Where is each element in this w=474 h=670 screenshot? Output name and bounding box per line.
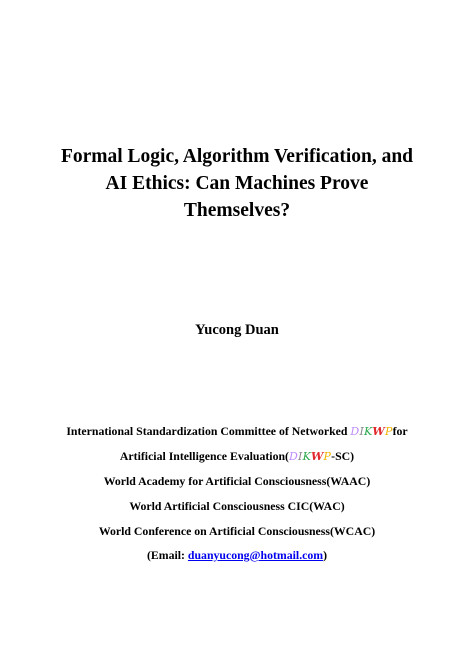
dikwp-letter-k: K	[302, 450, 311, 463]
affiliation-2-text: Artificial Intelligence Evaluation(	[119, 449, 289, 463]
dikwp-letter-k: K	[364, 425, 373, 438]
affiliation-line-1	[0, 424, 474, 439]
title-line-3: Themselves?	[183, 200, 291, 221]
affiliation-1-text: International Standardization Committee of Networked	[66, 424, 351, 438]
paper-title	[30, 143, 444, 224]
affiliation-2-suffix: -SC)	[331, 449, 355, 463]
email-line	[0, 548, 474, 563]
title-line-1: Formal Logic, Algorithm Verification, and	[60, 146, 414, 167]
dikwp-letter-p: P	[323, 450, 332, 463]
dikwp-letter-i: I	[298, 450, 303, 463]
affiliation-1-suffix: for	[392, 424, 408, 438]
affiliation-line-2	[0, 449, 474, 464]
affiliation-line-3: World Academy for Artificial Consciousness(WAAC)	[103, 474, 371, 488]
affiliation-line-5: World Conference on Artificial Consciousness(WCAC)	[98, 524, 376, 538]
email-suffix: )	[323, 548, 328, 562]
dikwp-letter-w: W	[310, 450, 324, 463]
dikwp-letter-d: D	[350, 425, 360, 438]
dikwp-letter-p: P	[384, 425, 393, 438]
affiliation-line-4: World Artificial Consciousness CIC(WAC)	[129, 499, 345, 513]
dikwp-letter-w: W	[372, 425, 385, 438]
dikwp-letter-i: I	[359, 425, 364, 438]
dikwp-letter-d: D	[288, 450, 299, 463]
author-name: Yucong Duan	[195, 322, 279, 338]
email-prefix: (Email:	[146, 548, 188, 562]
title-line-2: AI Ethics: Can Machines Prove	[105, 173, 369, 194]
dikwp-logo	[350, 425, 392, 438]
dikwp-logo-2	[289, 450, 331, 463]
email-link[interactable]: duanyucong@hotmail.com	[187, 548, 324, 562]
